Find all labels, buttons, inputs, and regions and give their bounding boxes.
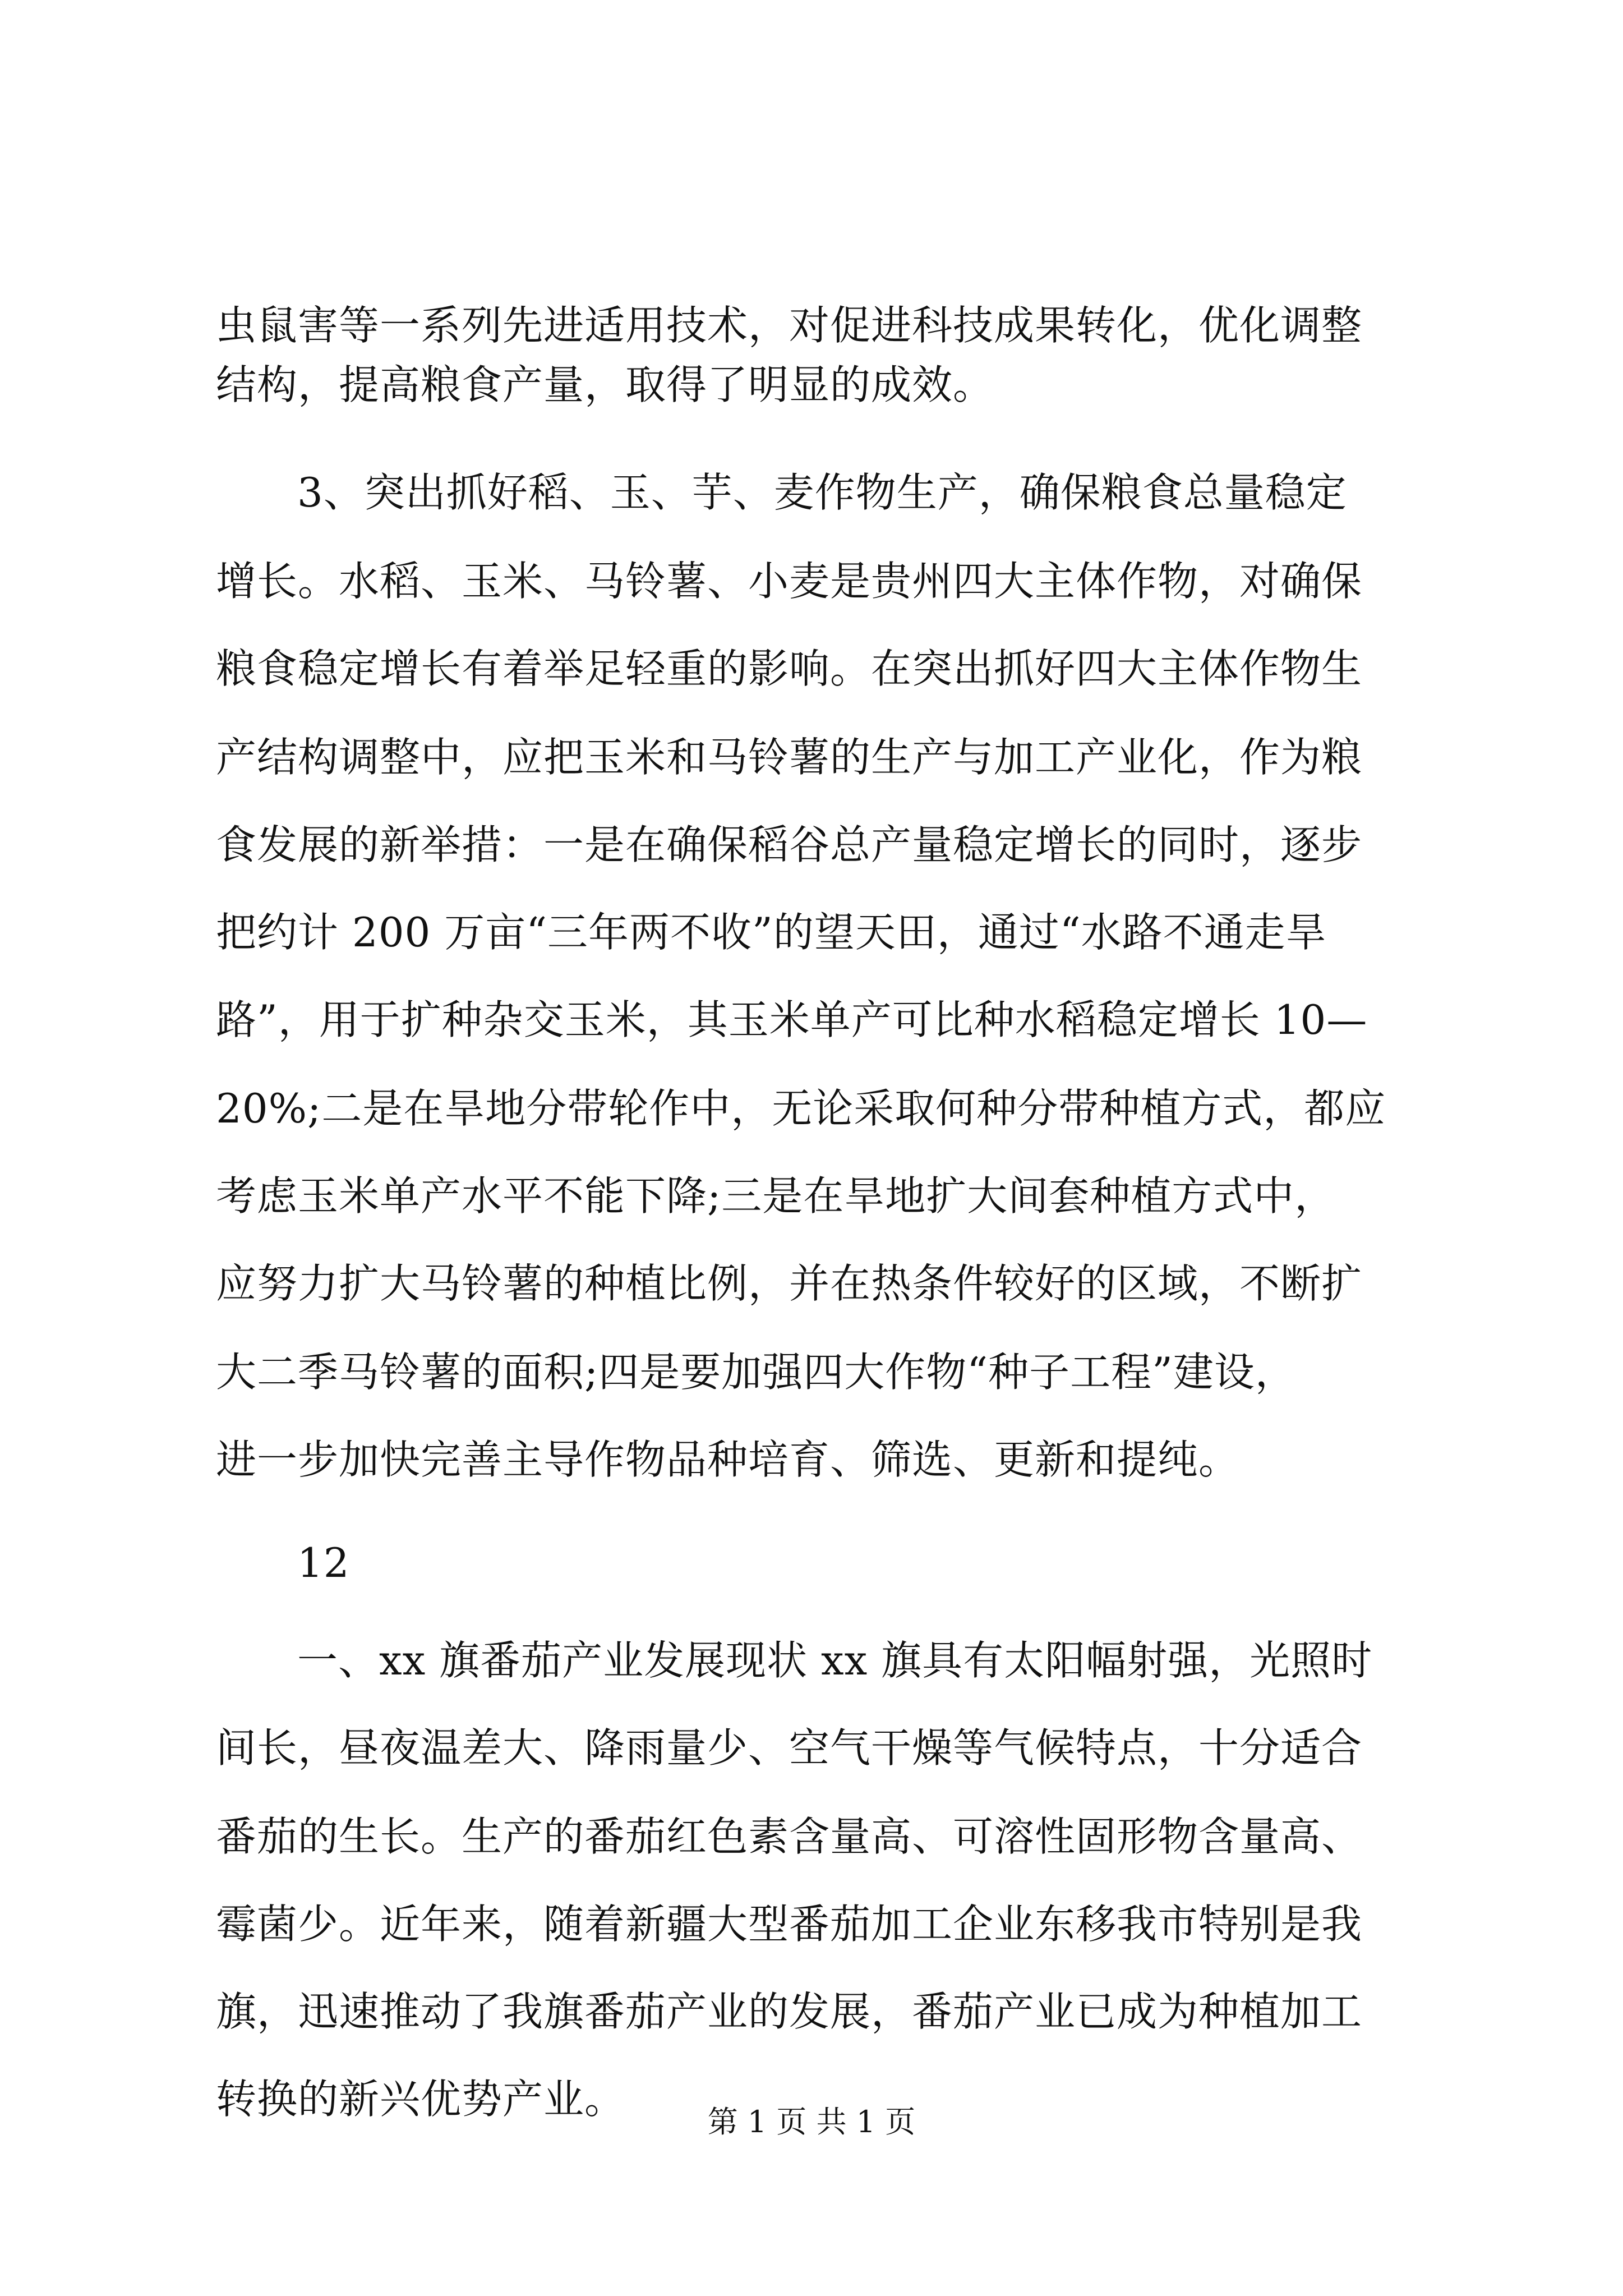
text-line: 应努力扩大马铃薯的种植比例，并在热条件较好的区域，不断扩 bbox=[216, 1260, 1363, 1307]
text-line: 把约计 200 万亩“三年两不收”的望天田，通过“水路不通走旱 bbox=[216, 909, 1327, 956]
text-line: 20%;二是在旱地分带轮作中，无论采取何种分带种植方式，都应 bbox=[216, 1085, 1386, 1132]
text-line: 食发展的新举措：一是在确保稻谷总产量稳定增长的同时，逐步 bbox=[216, 821, 1363, 868]
text-line: 虫鼠害等一系列先进适用技术，对促进科技成果转化，优化调整 bbox=[216, 302, 1363, 349]
text-line: 霉菌少。近年来，随着新疆大型番茄加工企业东移我市特别是我 bbox=[216, 1901, 1363, 1948]
section-number: 12 bbox=[297, 1539, 350, 1586]
text-line: 产结构调整中，应把玉米和马铃薯的生产与加工产业化，作为粮 bbox=[216, 734, 1363, 781]
page-footer: 第 1 页 共 1 页 bbox=[707, 2104, 916, 2139]
text-line: 转换的新兴优势产业。 bbox=[216, 2076, 626, 2123]
text-line: 旗，迅速推动了我旗番茄产业的发展，番茄产业已成为种植加工 bbox=[216, 1988, 1363, 2035]
text-line: 进一步加快完善主导作物品种培育、筛选、更新和提纯。 bbox=[216, 1436, 1240, 1483]
paragraph-start-line: 一、xx 旗番茄产业发展现状 xx 旗具有太阳幅射强，光照时 bbox=[297, 1637, 1373, 1684]
text-line: 间长，昼夜温差大、降雨量少、空气干燥等气候特点，十分适合 bbox=[216, 1724, 1363, 1772]
text-line: 大二季马铃薯的面积;四是要加强四大作物“种子工程”建设， bbox=[216, 1349, 1296, 1396]
text-line: 增长。水稻、玉米、马铃薯、小麦是贵州四大主体作物，对确保 bbox=[216, 558, 1363, 605]
text-line: 粮食稳定增长有着举足轻重的影响。在突出抓好四大主体作物生 bbox=[216, 645, 1363, 692]
text-line: 路”，用于扩种杂交玉米，其玉米单产可比种水稻稳定增长 10— bbox=[216, 996, 1368, 1043]
text-line: 番茄的生长。生产的番茄红色素含量高、可溶性固形物含量高、 bbox=[216, 1813, 1363, 1860]
text-line: 结构，提高粮食产量，取得了明显的成效。 bbox=[216, 361, 994, 408]
text-line: 考虑玉米单产水平不能下降;三是在旱地扩大间套种植方式中， bbox=[216, 1172, 1336, 1220]
paragraph-start-line: 3、突出抓好稻、玉、芋、麦作物生产，确保粮食总量稳定 bbox=[297, 469, 1347, 516]
